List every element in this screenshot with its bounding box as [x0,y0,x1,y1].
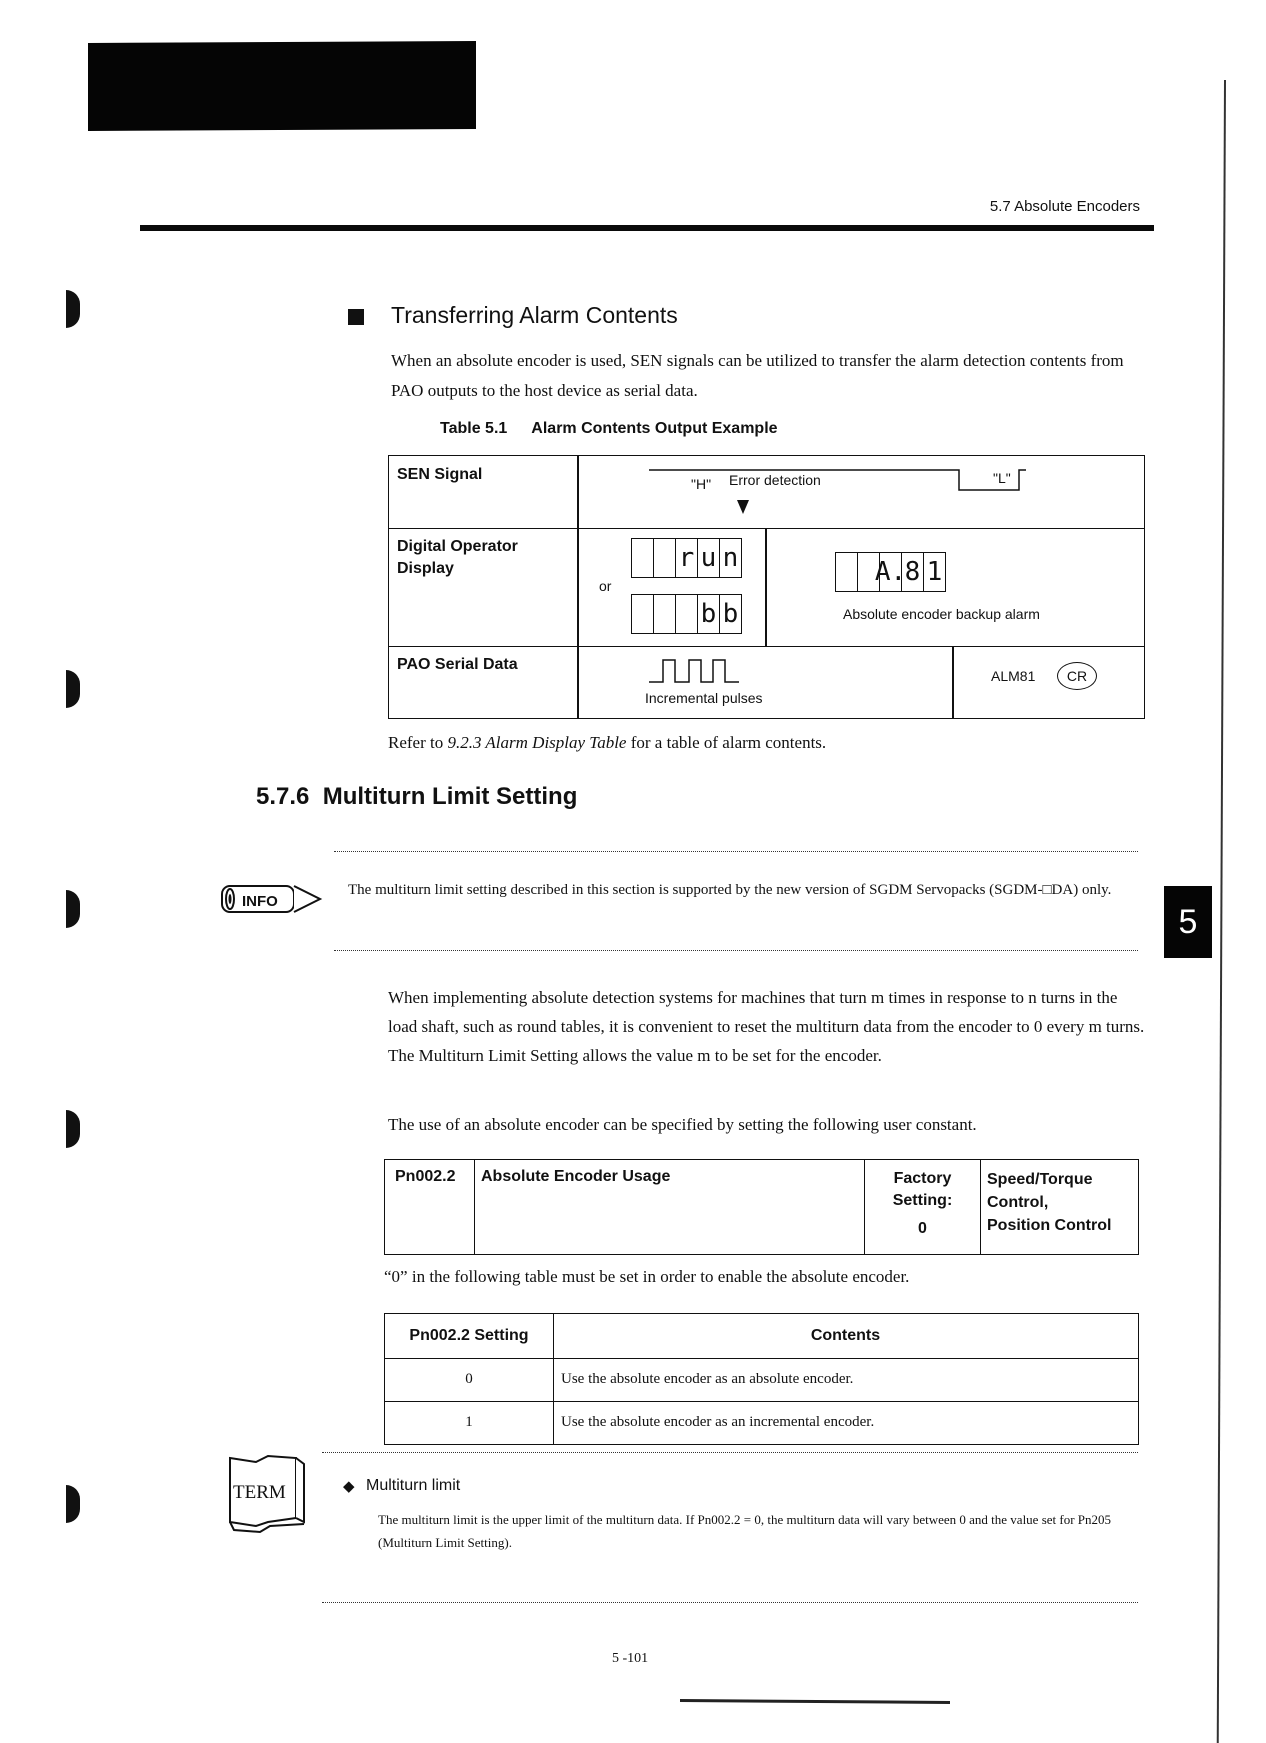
term-definition: The multiturn limit is the upper limit of the multiturn data. If Pn002.2 = 0, the multiturn data will vary between 0 and the value set for Pn205 (Multiturn Limit Setting). [378,1512,1112,1550]
or-label: or [599,578,612,594]
display-digit [632,595,654,633]
alarm-caption: Absolute encoder backup alarm [843,606,1040,622]
column-divider [952,646,954,718]
table-row-digital-operator [389,528,1144,647]
sen-signal-waveform-icon [579,456,1144,528]
section-paragraph: When an absolute encoder is used, SEN signals can be utilized to transfer the alarm detection contents from PAO outputs to the host device as serial data. [391,351,1124,400]
error-detection-label: Error detection [729,472,821,488]
chapter-tab: 5 [1164,886,1212,958]
table-caption-title: Alarm Contents Output Example [531,420,778,437]
row-label: SEN Signal [397,466,483,483]
subsection-title [256,783,577,811]
setting-table [384,1313,1139,1445]
display-digit: n [722,543,739,573]
page-edge-line [1217,80,1226,1743]
incremental-pulses-icon [649,654,749,688]
row-label [397,536,518,580]
row-label-line: Digital Operator [397,538,518,555]
info-top-rule [334,851,1138,852]
column-divider [765,528,767,646]
display-digit: r [676,539,698,577]
punch-hole [66,1485,80,1523]
control-mode-line: Position Control [987,1217,1112,1234]
setting-value: 0 [385,1358,554,1401]
control-mode-line: Speed/Torque [987,1171,1093,1188]
table-row-pao-serial [389,646,1144,718]
display-digit: 1 [926,557,943,587]
display-digit: b [722,599,739,629]
display-digit [836,553,858,591]
body-paragraph: The use of an absolute encoder can be specified by setting the following user constant. [388,1115,977,1134]
alarm-output-table [388,455,1145,719]
term-label: Multiturn limit [366,1477,461,1494]
column-divider [577,646,579,718]
display-digit: 8 [902,553,924,591]
info-text: The multiturn limit setting described in this section is supported by the new version of SGDM Servopacks (SGDM-□DA) only. [348,882,1112,898]
serial-alarm-text: ALM81 [991,668,1036,684]
factory-setting [865,1160,981,1254]
setting-description: Use the absolute encoder as an incremental encoder. [561,1414,875,1430]
subsection-number: 5.7.6 [256,783,310,810]
table-row [385,1358,1138,1402]
high-level-label: "H" [691,476,712,492]
param-number: Pn002.2 [385,1160,475,1254]
factory-setting-label: Setting: [892,1192,953,1209]
pulses-caption: Incremental pulses [645,690,763,706]
column-header: Pn002.2 Setting [385,1314,554,1358]
diamond-bullet-icon: ◆ [343,1478,355,1495]
table-header-row [385,1314,1138,1359]
display-digit [676,595,698,633]
body-paragraph: “0” in the following table must be set in order to enable the absolute encoder. [384,1267,910,1286]
display-digit: u [698,539,720,577]
subsection-title-text: Multiturn Limit Setting [322,783,578,810]
term-top-rule [322,1452,1138,1453]
column-header: Contents [810,1327,881,1344]
table-row-sen-signal [389,456,1144,529]
control-mode [981,1160,1138,1254]
display-digit [632,539,654,577]
display-alarm-a81 [835,552,946,592]
term-book-icon [226,1452,310,1541]
param-name: Absolute Encoder Usage [475,1160,865,1254]
info-pencil-icon [220,878,324,927]
svg-text:TERM: TERM [233,1482,286,1503]
running-header: 5.7 Absolute Encoders [989,198,1140,215]
display-digit: b [698,595,720,633]
punch-hole [66,1110,80,1148]
page-number: 5 -101 [612,1651,649,1666]
scan-black-block [88,41,476,131]
display-bb [631,594,742,634]
control-mode-line: Control, [987,1194,1049,1211]
reference-link[interactable]: 9.2.3 Alarm Display Table [447,733,627,752]
row-label-line: Display [397,560,454,577]
punch-hole [66,290,80,328]
punch-hole [66,890,80,928]
section-bullet-icon [348,309,364,325]
scan-bottom-line [680,1699,950,1704]
reference-suffix: for a table of alarm contents. [626,733,827,752]
carriage-return-badge: CR [1057,662,1097,690]
factory-setting-value: 0 [918,1220,927,1237]
row-label: PAO Serial Data [397,656,518,673]
setting-value: 1 [385,1401,554,1444]
punch-hole [66,670,80,708]
info-bottom-rule [334,950,1138,951]
header-rule [140,225,1154,231]
reference-prefix: Refer to [388,733,448,752]
body-paragraph: When implementing absolute detection systems for machines that turn m times in response to n turns in the load shaft, such as round tables, it is convenient to reset the multiturn data from the encoder to 0 every m turns. The Multiturn Limit Setting allows the value m to be set for the encoder. [388,988,1145,1065]
display-digit [654,539,676,577]
term-bottom-rule [322,1602,1138,1603]
reference-note [388,728,826,758]
user-constant-table [384,1159,1139,1255]
table-caption-number: Table 5.1 [440,420,508,437]
display-digit [654,595,676,633]
factory-setting-label: Factory [893,1170,952,1187]
display-digit: A. [880,553,902,591]
setting-description: Use the absolute encoder as an absolute encoder. [561,1371,854,1387]
display-run [631,538,742,578]
section-title: Transferring Alarm Contents [391,302,678,328]
column-divider [577,528,579,646]
low-level-label: "L" [993,470,1011,486]
table-row [385,1401,1138,1444]
svg-text:INFO: INFO [242,893,278,910]
table-caption [440,420,778,438]
